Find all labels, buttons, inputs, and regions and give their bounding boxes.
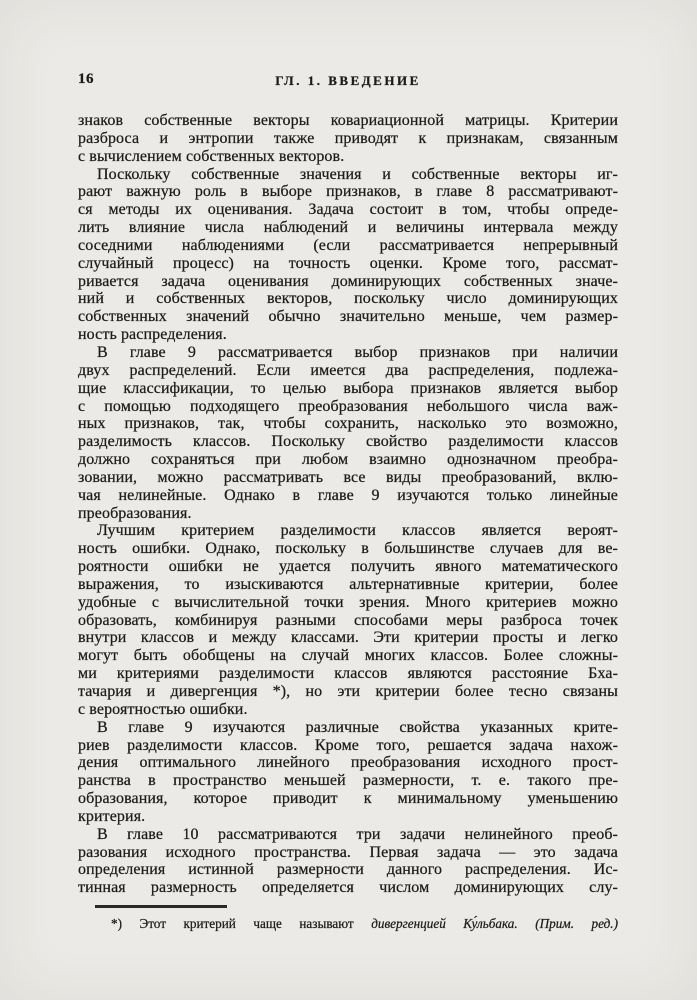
text-line: риев разделимости классов. Кроме того, решается задача нахож- <box>78 736 618 754</box>
text-line: Поскольку собственные значения и собственные векторы иг- <box>97 165 618 183</box>
footnote <box>78 915 618 932</box>
text-line: ний и собственных векторов, поскольку число доминирующих <box>78 290 618 308</box>
text-line: случайный процесс) на точность оценки. Кроме того, рассмат- <box>78 254 618 272</box>
text-line: внутри классов и между классами. Эти критерии просты и легко <box>78 629 618 647</box>
text-line: тинная размерность определяется числом доминирующих слу- <box>78 879 618 897</box>
text-line: выражения, то изыскиваются альтернативные критерии, более <box>78 575 618 593</box>
text-line: рают важную роль в выборе признаков, в главе 8 рассматривают- <box>78 183 618 201</box>
text-line: Лучшим критерием разделимости классов является вероят- <box>97 522 618 540</box>
text-line: лить влияние числа наблюдений и величины интервала между <box>78 219 618 237</box>
text-line: критерия. <box>78 807 146 825</box>
text-line: щие классификации, то целью выбора признаков является выбор <box>78 379 618 397</box>
text-line: ся методы их оценивания. Задача состоит в том, чтобы опреде- <box>78 201 618 219</box>
running-head <box>78 71 618 91</box>
text-line: образовать, комбинируя разными способами меры разброса точек <box>78 611 618 629</box>
text-line: разделимость классов. Поскольку свойство разделимости классов <box>78 433 618 451</box>
text-line: роятности ошибки не удается получить явного математического <box>78 558 618 576</box>
text-line: собственных значений обычно значительно меньше, чем размер- <box>78 308 618 326</box>
text-line: с вероятностью ошибки. <box>78 700 248 718</box>
footnote-text: Этот критерий чаще называют <box>139 916 354 931</box>
text-line: с помощью подходящего преобразования небольшого числа важ- <box>78 397 618 415</box>
text-line: разброса и энтропии также приводят к признакам, связанным <box>78 129 618 147</box>
text-line: с вычислением собственных векторов. <box>78 147 345 165</box>
footnote-marker: *) <box>111 916 122 931</box>
text-line: разования исходного пространства. Первая задача — это задача <box>78 843 618 861</box>
text-line: ность ошибки. Однако, поскольку в большинстве случаев для ве- <box>78 540 618 558</box>
text-line: двух распределений. Если имеется два распределения, подлежа- <box>78 361 618 379</box>
text-line: должно сохраняться при любом взаимно однозначном преобра- <box>78 451 618 469</box>
running-title: ГЛ. 1. ВВЕДЕНИЕ <box>275 73 421 88</box>
text-line: образования, которое приводит к минимальному уменьшению <box>78 790 618 808</box>
text-line: ранства в пространство меньшей размерности, т. е. такого пре- <box>78 772 618 790</box>
text-line: зовании, можно рассматривать все виды преобразований, вклю- <box>78 468 618 486</box>
text-line: преобразования. <box>78 504 192 522</box>
text-line: удобные с вычислительной точки зрения. Много критериев можно <box>78 593 618 611</box>
text-line: ность распределения. <box>78 326 227 344</box>
page-number: 16 <box>78 71 94 87</box>
text-line: В главе 10 рассматриваются три задачи нелинейного преоб- <box>97 825 618 843</box>
text-line: дения оптимального линейного преобразования исходного прост- <box>78 754 618 772</box>
text-line: определения истинной размерности данного распределения. Ис- <box>78 861 618 879</box>
text-line: могут быть обобщены на случай многих классов. Более сложны- <box>78 647 618 665</box>
text-line: знаков собственные векторы ковариационной матрицы. Критерии <box>78 112 618 129</box>
text-line: В главе 9 рассматривается выбор признаков при наличии <box>97 343 618 361</box>
footnote-italic-term: дивергенцией Ку́льбака. <box>371 916 518 931</box>
footnote-rule <box>95 905 227 908</box>
text-line: ных признаков, так, чтобы сохранить, насколько это возможно, <box>78 415 618 433</box>
text-line: ми критериями разделимости классов являются расстояние Бха- <box>78 665 618 683</box>
footnote-editor-note: (Прим. ред.) <box>535 916 618 931</box>
text-line: чая нелинейные. Однако в главе 9 изучаются только линейные <box>78 486 618 504</box>
text-line: соседними наблюдениями (если рассматривается непрерывный <box>78 236 618 254</box>
text-line: тачария и дивергенция *), но эти критерии более тесно связаны <box>78 683 618 700</box>
text-line: ривается задача оценивания доминирующих собственных значе- <box>78 272 618 290</box>
body-text <box>78 112 618 897</box>
text-line: В главе 9 изучаются различные свойства указанных крите- <box>97 718 618 736</box>
